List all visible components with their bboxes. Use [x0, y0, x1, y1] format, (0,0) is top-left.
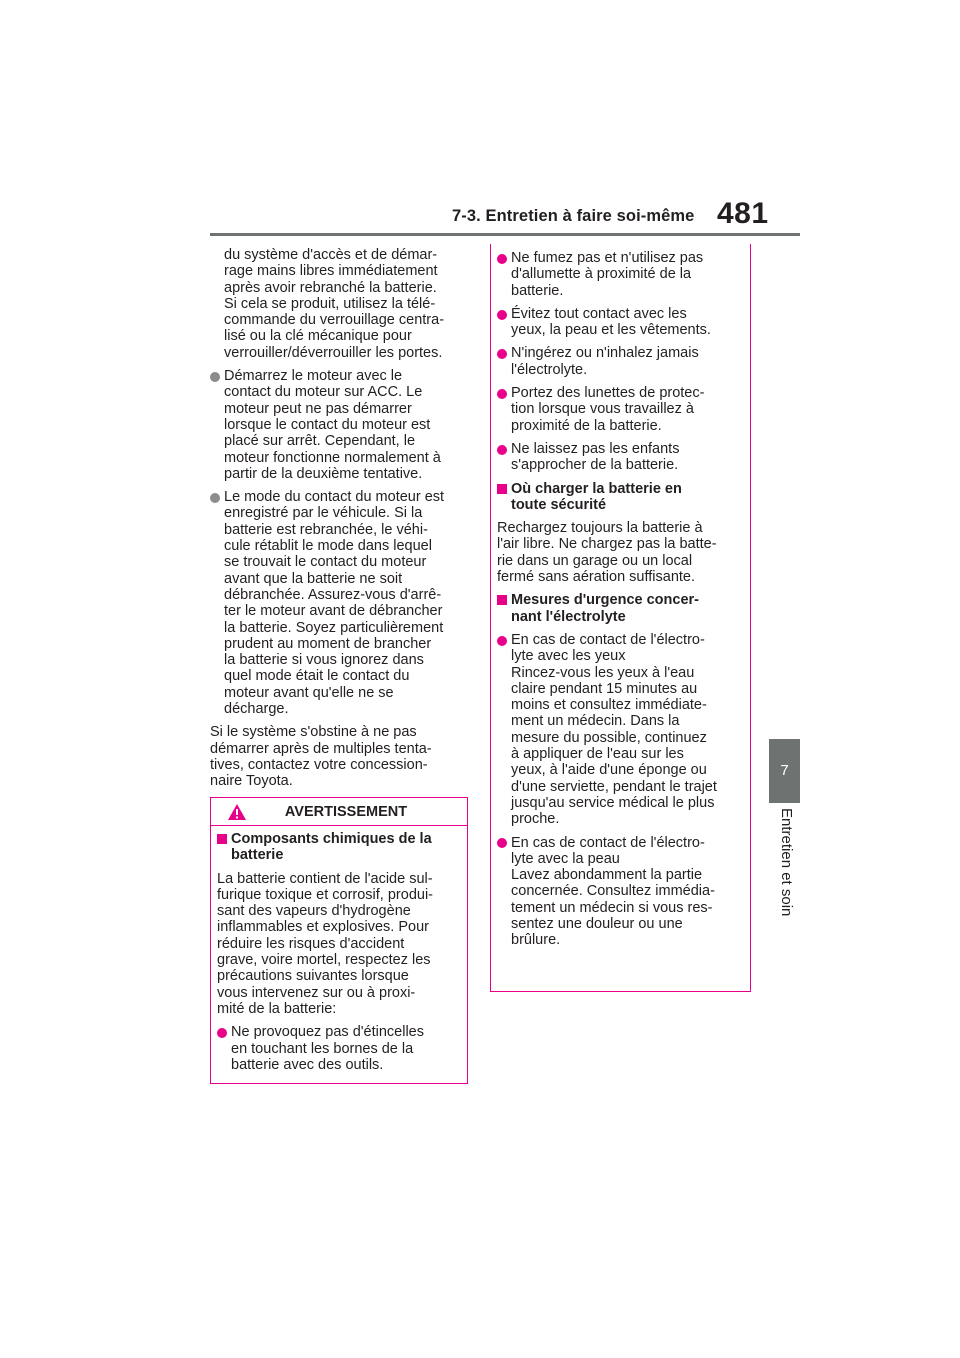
text-line: En cas de contact de l'électro-	[511, 631, 705, 648]
text-line: enregistré par le véhicule. Si la	[224, 505, 423, 522]
text-line: N'ingérez ou n'inhalez jamais	[511, 345, 699, 362]
text-line: à appliquer de l'eau sur les	[511, 746, 684, 763]
text-line: Si cela se produit, utilisez la télé-	[224, 295, 436, 312]
square-bullet-icon	[497, 484, 507, 494]
text-line: batterie.	[511, 282, 564, 299]
text-line: quel mode était le contact du	[224, 668, 410, 685]
text-line: lorsque le contact du moteur est	[224, 416, 431, 433]
text-line: Rechargez toujours la batterie à	[497, 520, 703, 537]
bullet-dot-icon	[497, 445, 507, 455]
text-line: Mesures d'urgence concer-	[511, 592, 699, 609]
text-line: placé sur arrêt. Cependant, le	[224, 433, 416, 450]
text-line: prudent au moment de brancher	[224, 635, 432, 652]
text-line: lisé ou la clé mécanique pour	[224, 328, 412, 345]
text-line: yeux, à l'aide d'une éponge ou	[511, 762, 707, 779]
text-line: tement un médecin si vous res-	[511, 899, 713, 916]
text-line: précautions suivantes lorsque	[217, 968, 409, 985]
warning-triangle-icon	[227, 803, 247, 821]
text-line: Où charger la batterie en	[511, 480, 682, 497]
text-line: d'allumette à proximité de la	[511, 266, 692, 283]
text-line: lyte avec les yeux	[511, 648, 626, 665]
text-line: tives, contactez votre concession-	[210, 756, 428, 773]
text-line: claire pendant 15 minutes au	[511, 680, 698, 697]
text-line: mité de la batterie:	[217, 1000, 337, 1017]
left-column	[210, 247, 468, 790]
text-line: furique toxique et corrosif, produi-	[217, 886, 433, 903]
text-line: moins et consultez immédiate-	[511, 697, 707, 714]
text-line: se trouvait le contact du moteur	[224, 554, 427, 571]
warning-title: AVERTISSEMENT	[284, 804, 408, 820]
text-line: démarrer après de multiples tenta-	[210, 740, 432, 757]
text-line: l'air libre. Ne chargez pas la batte-	[497, 536, 717, 553]
text-line: ter le moteur avant de débrancher	[224, 603, 443, 620]
section-heading	[497, 592, 744, 625]
text-line: concernée. Consultez immédia-	[511, 883, 715, 900]
text-line: Ne fumez pas et n'utilisez pas	[511, 250, 704, 266]
text-line: en touchant les bornes de la	[231, 1040, 414, 1057]
text-line: ment un médecin. Dans la	[511, 713, 680, 730]
header-rule	[210, 233, 800, 236]
text-line: débranchée. Assurez-vous d'arrê-	[224, 586, 442, 603]
chapter-tab-number: 7	[769, 739, 800, 803]
square-bullet-icon	[217, 834, 227, 844]
section-heading	[497, 481, 744, 514]
body-paragraph	[210, 724, 468, 789]
text-line: contact du moteur sur ACC. Le	[224, 384, 423, 401]
text-line: moteur peut ne pas démarrer	[224, 400, 412, 417]
text-line: sentez une douleur ou une	[511, 915, 683, 932]
warning-intro	[217, 871, 461, 1018]
text-line: après avoir rebranché la batterie.	[224, 279, 437, 296]
text-line: commande du verrouillage centra-	[224, 312, 445, 329]
page-number: 481	[717, 197, 769, 230]
text-line: moteur avant qu'elle ne se	[224, 684, 394, 701]
text-line: Composants chimiques de la	[231, 831, 432, 847]
text-line: toute sécurité	[511, 496, 607, 513]
bullet-item	[497, 385, 744, 434]
text-line: sant des vapeurs d'hydrogène	[217, 903, 411, 920]
bullet-item	[497, 835, 744, 949]
bullet-dot-icon	[497, 254, 507, 264]
bullet-item	[210, 489, 468, 717]
text-line: Ne provoquez pas d'étincelles	[231, 1024, 424, 1041]
bullet-item	[210, 368, 468, 482]
text-line: Ne laissez pas les enfants	[511, 440, 680, 457]
text-line: moteur fonctionne normalement à	[224, 449, 441, 466]
warning-box	[210, 797, 468, 1084]
text-line: s'approcher de la batterie.	[511, 457, 679, 474]
text-line: la batterie si vous ignorez dans	[224, 652, 424, 669]
text-line: batterie	[231, 847, 284, 864]
text-line: décharge.	[224, 701, 289, 718]
bullet-item	[497, 345, 744, 378]
text-line: tion lorsque vous travaillez à	[511, 401, 694, 418]
text-line: partir de la deuxième tentative.	[224, 465, 423, 482]
bullet-dot-icon	[217, 1028, 227, 1038]
chapter-tab-label: Entretien et soin	[778, 808, 795, 917]
text-line: batterie avec des outils.	[231, 1056, 384, 1073]
text-line: rage mains libres immédiatement	[224, 263, 438, 280]
text-line: nant l'électrolyte	[511, 608, 626, 625]
square-bullet-icon	[497, 595, 507, 605]
text-line: Évitez tout contact avec les	[511, 305, 687, 322]
text-line: La batterie contient de l'acide sul-	[217, 870, 433, 887]
text-line: En cas de contact de l'électro-	[511, 834, 705, 851]
text-line: Le mode du contact du moteur est	[224, 489, 445, 506]
section-title: 7-3. Entretien à faire soi-même	[452, 207, 695, 225]
text-line: proche.	[511, 811, 560, 828]
bullet-dot-icon	[497, 389, 507, 399]
text-line: du système d'accès et de démar-	[224, 247, 438, 263]
continued-paragraph	[210, 247, 468, 361]
text-line: la batterie. Soyez particulièrement	[224, 619, 444, 636]
text-line: Démarrez le moteur avec le	[224, 368, 403, 385]
bullet-dot-icon	[210, 493, 220, 503]
body-paragraph	[497, 520, 744, 585]
warning-body	[211, 826, 467, 1073]
bullet-dot-icon	[497, 349, 507, 359]
text-line: réduire les risques d'accident	[217, 935, 405, 952]
text-line: proximité de la batterie.	[511, 417, 662, 434]
text-line: fermé sans aération suffisante.	[497, 569, 696, 586]
text-line: d'une serviette, pendant le trajet	[511, 778, 717, 795]
text-line: vous intervenez sur ou à proxi-	[217, 984, 416, 1001]
text-line: l'électrolyte.	[511, 361, 588, 378]
text-line: Si le système s'obstine à ne pas	[210, 724, 417, 741]
text-line: mesure du possible, continuez	[511, 729, 707, 746]
text-line: lyte avec la peau	[511, 850, 620, 867]
bullet-item	[497, 441, 744, 474]
text-line: naire Toyota.	[210, 773, 293, 790]
warning-box-continued	[490, 244, 751, 992]
bullet-item	[497, 250, 744, 299]
bullet-dot-icon	[497, 310, 507, 320]
warning-subheading	[217, 831, 461, 864]
text-line: inflammables et explosives. Pour	[217, 919, 429, 936]
bullet-item	[497, 632, 744, 828]
text-line: verrouiller/déverrouiller les portes.	[224, 344, 443, 361]
text-line: jusqu'au service médical le plus	[511, 794, 715, 811]
bullet-dot-icon	[497, 838, 507, 848]
bullet-dot-icon	[497, 636, 507, 646]
warning-header	[211, 798, 467, 826]
text-line: avant que la batterie ne soit	[224, 570, 403, 587]
text-line: cule rétablit le mode dans lequel	[224, 538, 432, 555]
text-line: yeux, la peau et les vêtements.	[511, 322, 711, 339]
text-line: Portez des lunettes de protec-	[511, 385, 705, 402]
text-line: grave, voire mortel, respectez les	[217, 952, 431, 969]
text-line: batterie est rebranchée, le véhi-	[224, 521, 428, 538]
bullet-dot-icon	[210, 372, 220, 382]
text-line: brûlure.	[511, 932, 561, 949]
text-line: rie dans un garage ou un local	[497, 552, 693, 569]
bullet-item	[497, 306, 744, 339]
bullet-item	[217, 1024, 461, 1073]
text-line: Lavez abondamment la partie	[511, 867, 703, 884]
text-line: Rincez-vous les yeux à l'eau	[511, 664, 695, 681]
